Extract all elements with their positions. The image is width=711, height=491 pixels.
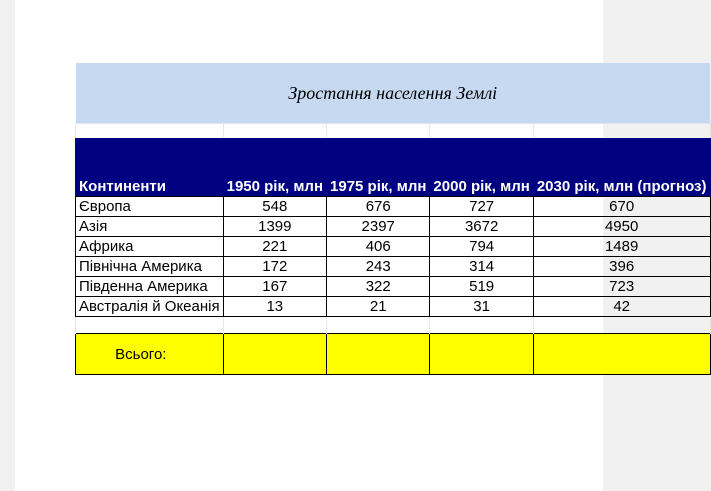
value-1975-cell[interactable]: 21 <box>327 297 430 317</box>
table-row <box>76 237 711 257</box>
value-1950-cell[interactable]: 548 <box>223 197 326 217</box>
value-2030-cell[interactable]: 723 <box>533 277 710 297</box>
cell[interactable] <box>533 124 710 139</box>
header-1950[interactable]: 1950 рік, млн <box>223 138 326 197</box>
value-2000-cell[interactable]: 727 <box>430 197 533 217</box>
spacer-row <box>76 124 711 139</box>
header-2000[interactable]: 2000 рік, млн <box>430 138 533 197</box>
total-1950-cell[interactable] <box>223 334 326 375</box>
table-row <box>76 297 711 317</box>
header-continents[interactable]: Континенти <box>76 138 224 197</box>
table-row <box>76 257 711 277</box>
total-label[interactable]: Всього: <box>76 334 224 375</box>
value-2030-cell[interactable]: 4950 <box>533 217 710 237</box>
value-2030-cell[interactable]: 396 <box>533 257 710 277</box>
table-row <box>76 197 711 217</box>
continent-cell[interactable]: Європа <box>76 197 224 217</box>
value-2000-cell[interactable]: 519 <box>430 277 533 297</box>
value-1950-cell[interactable]: 13 <box>223 297 326 317</box>
cell[interactable] <box>223 317 326 334</box>
value-2000-cell[interactable]: 31 <box>430 297 533 317</box>
header-2030[interactable]: 2030 рік, млн (прогноз) <box>533 138 710 197</box>
value-1975-cell[interactable]: 243 <box>327 257 430 277</box>
cell[interactable] <box>430 124 533 139</box>
value-2030-cell[interactable]: 670 <box>533 197 710 217</box>
value-1975-cell[interactable]: 322 <box>327 277 430 297</box>
value-1950-cell[interactable]: 167 <box>223 277 326 297</box>
header-1975[interactable]: 1975 рік, млн <box>327 138 430 197</box>
cell[interactable] <box>327 317 430 334</box>
table-title[interactable]: Зростання населення Землі <box>76 63 711 124</box>
title-row <box>76 63 711 124</box>
value-1950-cell[interactable]: 1399 <box>223 217 326 237</box>
total-2030-cell[interactable] <box>533 334 710 375</box>
cell[interactable] <box>76 124 224 139</box>
cell[interactable] <box>76 317 224 334</box>
value-1950-cell[interactable]: 221 <box>223 237 326 257</box>
value-2030-cell[interactable]: 42 <box>533 297 710 317</box>
value-1975-cell[interactable]: 2397 <box>327 217 430 237</box>
total-1975-cell[interactable] <box>327 334 430 375</box>
cell[interactable] <box>327 124 430 139</box>
table-row <box>76 217 711 237</box>
cell[interactable] <box>430 317 533 334</box>
total-row <box>76 334 711 375</box>
cell[interactable] <box>223 124 326 139</box>
header-row <box>76 138 711 197</box>
spreadsheet-table-area <box>75 63 711 375</box>
continent-cell[interactable]: Азія <box>76 217 224 237</box>
cell[interactable] <box>533 317 710 334</box>
continent-cell[interactable]: Північна Америка <box>76 257 224 277</box>
document-page <box>15 0 707 491</box>
continent-cell[interactable]: Африка <box>76 237 224 257</box>
value-2000-cell[interactable]: 794 <box>430 237 533 257</box>
population-table <box>75 63 711 375</box>
value-1975-cell[interactable]: 406 <box>327 237 430 257</box>
value-2000-cell[interactable]: 314 <box>430 257 533 277</box>
total-2000-cell[interactable] <box>430 334 533 375</box>
value-1950-cell[interactable]: 172 <box>223 257 326 277</box>
continent-cell[interactable]: Південна Америка <box>76 277 224 297</box>
continent-cell[interactable]: Австралія й Океанія <box>76 297 224 317</box>
table-row <box>76 277 711 297</box>
gap-row <box>76 317 711 334</box>
value-1975-cell[interactable]: 676 <box>327 197 430 217</box>
value-2000-cell[interactable]: 3672 <box>430 217 533 237</box>
value-2030-cell[interactable]: 1489 <box>533 237 710 257</box>
